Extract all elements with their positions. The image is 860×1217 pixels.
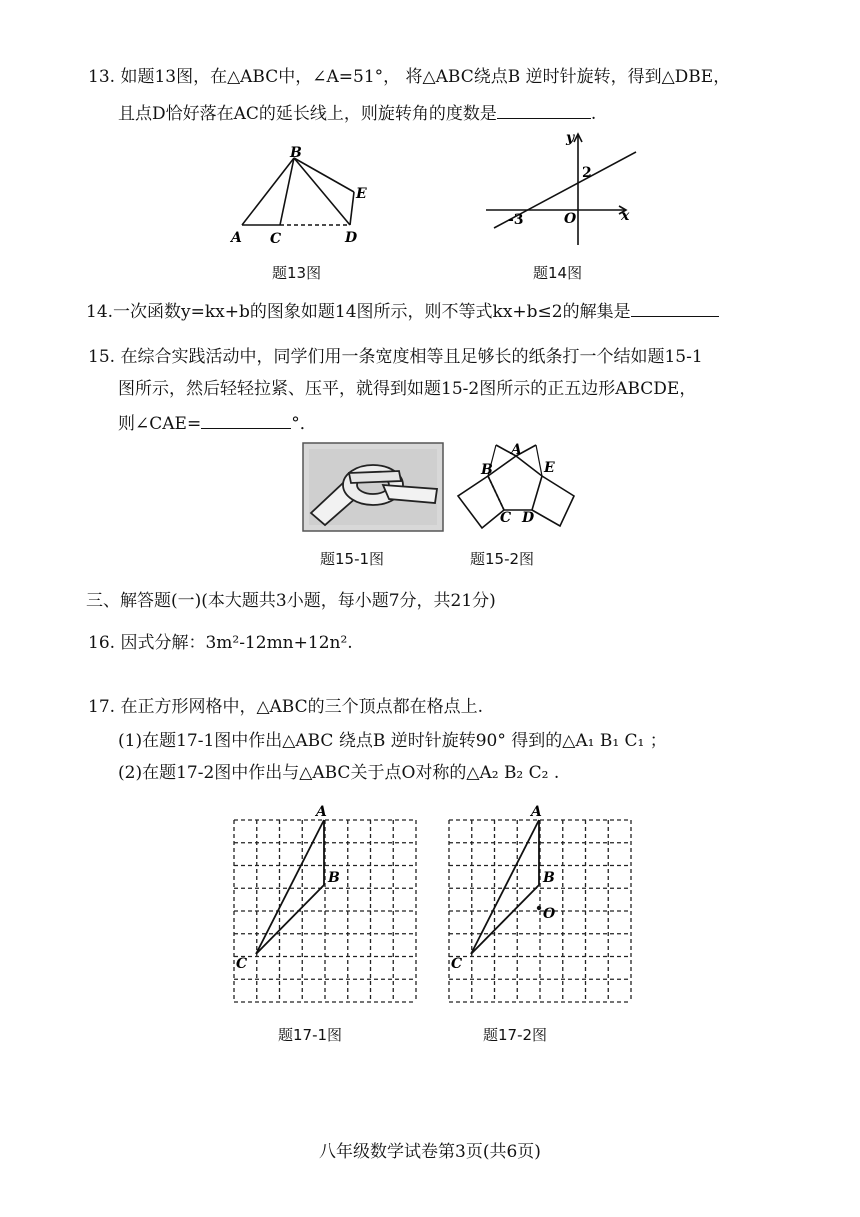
fig15-2-label-E: E: [544, 460, 555, 476]
fig15-2-label-A: A: [511, 442, 522, 458]
figure-15-1-knot-photo: [303, 443, 443, 531]
fig17-2-label-B: B: [543, 870, 555, 886]
figure-17-2-grid: [447, 804, 637, 1004]
fig14-label-neg3: -3: [508, 212, 524, 228]
fig13-label-D: D: [345, 230, 358, 246]
q13-line1: 13. 如题13图，在△ABC中，∠A=51°， 将△ABC绕点B 逆时针旋转，得到△DBE，: [88, 67, 731, 87]
q14-text: 14.一次函数y=kx+b的图象如题14图所示，则不等式kx+b≤2的解集是: [86, 302, 631, 322]
fig15-2-label-B: B: [481, 462, 493, 478]
fig17-2-label-C: C: [451, 956, 463, 972]
q14-answer-blank: [631, 300, 719, 317]
q13-period: .: [590, 104, 597, 124]
point-O: [537, 906, 541, 910]
fig13-label-B: B: [290, 145, 302, 161]
fig14-label-x: x: [621, 208, 630, 224]
fig13-caption: 题13图: [272, 264, 322, 282]
q14-line: [86, 300, 719, 323]
figure-13: [228, 145, 378, 250]
q15-line3: [118, 412, 317, 435]
q17-line3: (2)在题17-2图中作出与△ABC关于点O对称的△A₂ B₂ C₂ .: [118, 763, 560, 783]
q15-answer-blank: [201, 412, 291, 429]
fig17-2-label-A: A: [531, 804, 542, 820]
fig14-caption: 题14图: [533, 264, 583, 282]
figure-17-1-grid: [232, 804, 422, 1004]
fig14-label-2: 2: [582, 165, 592, 181]
fig17-2-caption: 题17-2图: [483, 1026, 548, 1044]
q15-line3-text: 则∠CAE=: [118, 414, 202, 434]
fig17-2-label-O: O: [543, 906, 556, 922]
fig15-2-label-D: D: [522, 510, 535, 526]
q13-line2-text: 且点D恰好落在AC的延长线上，则旋转角的度数是: [118, 104, 497, 124]
fig15-2-label-C: C: [500, 510, 512, 526]
figure-15-2-pentagon: [456, 444, 586, 534]
fig15-1-caption: 题15-1图: [320, 550, 385, 568]
q17-line1: 17. 在正方形网格中，△ABC的三个顶点都在格点上.: [88, 697, 484, 717]
fig14-label-O: O: [564, 211, 577, 227]
fig13-label-C: C: [270, 231, 282, 247]
fig17-1-label-C: C: [236, 956, 248, 972]
fig13-label-E: E: [356, 186, 367, 202]
q17-line2: (1)在题17-1图中作出△ABC 绕点B 逆时针旋转90° 得到的△A₁ B₁ C₁ ；: [118, 731, 667, 751]
fig14-label-y: y: [566, 130, 575, 146]
figure-14: [486, 130, 646, 250]
q15-degree: °．: [291, 414, 317, 434]
q13-answer-blank: [497, 102, 591, 119]
fig17-1-label-B: B: [328, 870, 340, 886]
fig17-1-label-A: A: [316, 804, 327, 820]
q15-line1: 15. 在综合实践活动中，同学们用一条宽度相等且足够长的纸条打一个结如题15-1: [88, 347, 703, 367]
q13-line2: [118, 102, 596, 125]
page-footer: 八年级数学试卷第3页(共6页): [319, 1142, 541, 1162]
fig15-2-caption: 题15-2图: [470, 550, 535, 568]
q16-line: 16. 因式分解：3m²-12mn+12n².: [88, 633, 353, 653]
fig17-1-caption: 题17-1图: [278, 1026, 343, 1044]
section3-heading: 三、解答题(一)(本大题共3小题，每小题7分，共21分): [86, 591, 496, 611]
q15-line2: 图所示，然后轻轻拉紧、压平，就得到如题15-2图所示的正五边形ABCDE，: [118, 379, 697, 399]
fig13-label-A: A: [231, 230, 242, 246]
